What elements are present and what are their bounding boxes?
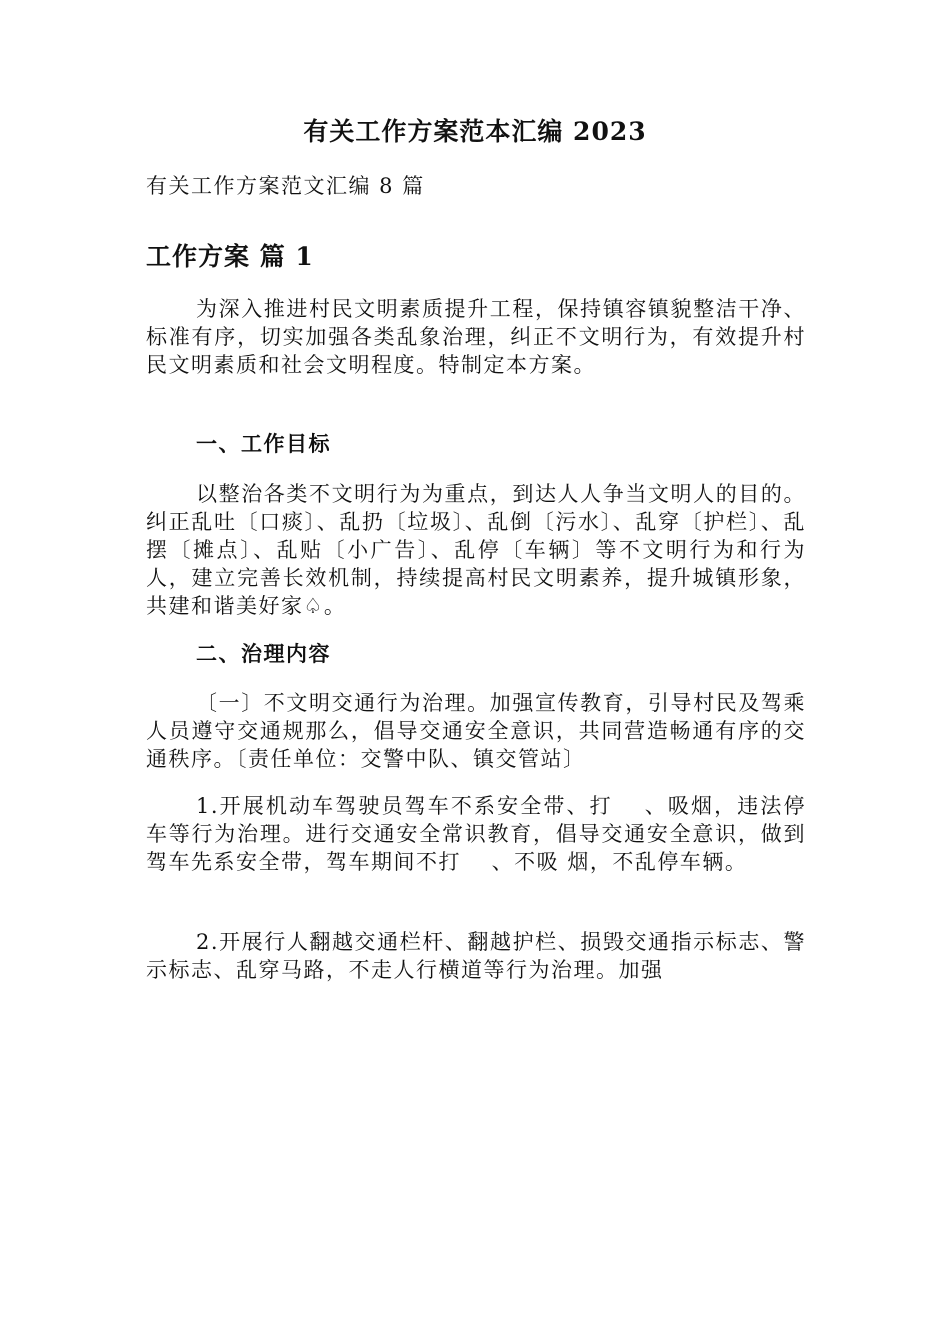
goals-paragraph: 以整治各类不文明行为为重点，到达人人争当文明人的目的。纠正乱吐〔口痰〕、乱扔〔垃圾〕、乱倒〔污水〕、乱穿〔护栏〕、乱摆〔摊点〕、乱贴〔小广告〕、乱停〔车辆〕等不文明行为和行为人，建立完善长效机制，持续提高村民文明素养，提升城镇形象，共建和谐美好家♤。 — [146, 482, 806, 618]
traffic-paragraph: 〔一〕不文明交通行为治理。加强宣传教育，引导村民及驾乘人员遵守交通规那么，倡导交通安全意识，共同营造畅通有序的交通秩序。〔责任单位：交警中队、镇交管站〕 — [146, 691, 806, 771]
heading-work-goals: 一、工作目标 — [196, 431, 331, 456]
section-heading: 工作方案 篇 1 — [146, 242, 314, 271]
intro-paragraph: 为深入推进村民文明素质提升工程，保持镇容镇貌整洁干净、标准有序，切实加强各类乱象治理，纠正不文明行为，有效提升村民文明素质和社会文明程度。特制定本方案。 — [146, 297, 806, 377]
document-title: 有关工作方案范本汇编 2023 — [303, 117, 647, 146]
item-2-paragraph: 2.开展行人翻越交通栏杆、翻越护栏、损毁交通指示标志、警示标志、乱穿马路，不走人行横道等行为治理。加强 — [146, 930, 806, 982]
item-1-paragraph: 1.开展机动车驾驶员驾车不系安全带、打 、吸烟，违法停车等行为治理。进行交通安全常识教育，倡导交通安全意识，做到驾车先系安全带，驾车期间不打 、不吸 烟，不乱停车辆。 — [146, 794, 806, 874]
document-subtitle: 有关工作方案范文汇编 8 篇 — [146, 174, 425, 198]
heading-governance-content: 二、治理内容 — [196, 641, 331, 666]
